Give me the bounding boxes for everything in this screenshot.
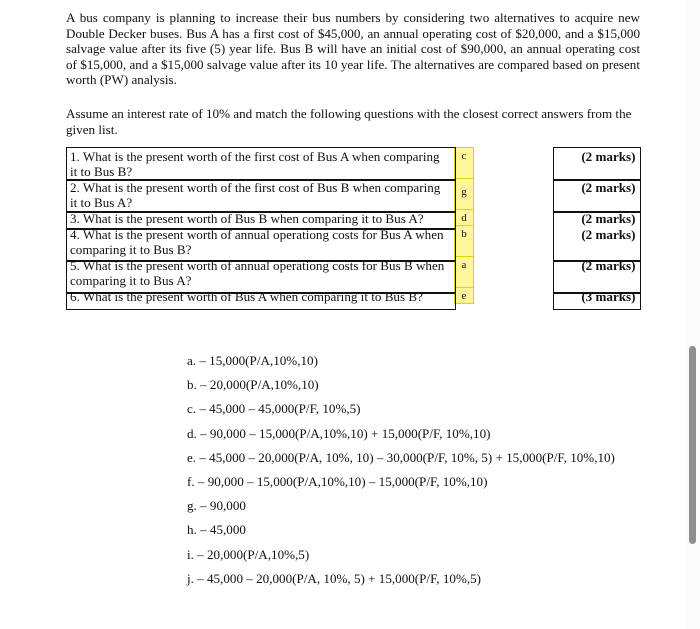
scrollbar-thumb[interactable]: [689, 346, 696, 544]
problem-statement: A bus company is planning to increase their bus numbers by considering two alternatives to acquire new Double Decker buses. Bus A has a first cost of $45,000, an annual operating cost of $20,000, and a $15,000 salvage value after its five (5) year life. Bus B will have an initial cost of $90,000, an annual operating cost of $15,000, and a $15,000 salvage value after its 10 year life. The alternatives are compared based on present worth (PW) analysis.: [66, 10, 640, 88]
answer-selector[interactable]: e: [455, 288, 474, 304]
question-text: 1. What is the present worth of the first cost of Bus A when comparing it to Bus B?: [70, 148, 440, 179]
question-row: [66, 257, 640, 288]
answer-selector[interactable]: c: [455, 148, 474, 179]
answer-selector[interactable]: a: [455, 257, 474, 288]
question-text: 4. What is the present worth of annual operationg costs for Bus A when comparing it to Bus B?: [70, 226, 444, 257]
question-row: [66, 148, 640, 179]
marks-label: (2 marks): [581, 226, 636, 242]
marks-label: (2 marks): [581, 148, 636, 164]
questions-table: [66, 147, 640, 304]
option-item: c. – 45,000 – 45,000(P/F, 10%,5): [187, 401, 361, 417]
scrollbar[interactable]: [686, 0, 700, 629]
option-item: a. – 15,000(P/A,10%,10): [187, 353, 318, 368]
option-item: f. – 90,000 – 15,000(P/A,10%,10) – 15,000(P/F, 10%,10): [187, 473, 488, 489]
option-item: j. – 45,000 – 20,000(P/A, 10%, 5) + 15,000(P/F, 10%,5): [187, 570, 482, 586]
marks-label: (2 marks): [581, 179, 636, 195]
option-item: e. – 45,000 – 20,000(P/A, 10%, 10) – 30,000(P/F, 10%, 5) + 15,000(P/F, 10%,10): [187, 449, 615, 465]
answer-selector[interactable]: b: [455, 226, 474, 257]
question-text: 3. What is the present worth of Bus B when comparing it to Bus A?: [70, 210, 424, 226]
option-item: h. – 45,000: [187, 522, 246, 538]
answer-options-list: [187, 349, 615, 591]
option-item: b. – 20,000(P/A,10%,10): [187, 377, 319, 393]
marks-label: (2 marks): [581, 257, 636, 273]
option-item: d. – 90,000 – 15,000(P/A,10%,10) + 15,000(P/F, 10%,10): [187, 425, 491, 441]
question-row: [66, 179, 640, 210]
question-row: [66, 226, 640, 257]
question-text: 5. What is the present worth of annual operationg costs for Bus B when comparing it to Bus A?: [70, 257, 445, 288]
answer-selector[interactable]: d: [455, 210, 474, 226]
answer-selector[interactable]: g: [455, 179, 474, 210]
option-item: i. – 20,000(P/A,10%,5): [187, 546, 310, 562]
instructions: Assume an interest rate of 10% and match the following questions with the closest correct answers from the given list.: [66, 106, 632, 137]
question-text: 6. What is the present worth of Bus A when comparing it to Bus B?: [70, 288, 423, 304]
question-row: [66, 288, 640, 304]
marks-label: (3 marks): [581, 288, 636, 304]
marks-label: (2 marks): [581, 210, 636, 226]
question-text: 2. What is the present worth of the first cost of Bus B when comparing it to Bus A?: [70, 179, 441, 210]
option-item: g. – 90,000: [187, 498, 246, 514]
question-row: [66, 210, 640, 226]
